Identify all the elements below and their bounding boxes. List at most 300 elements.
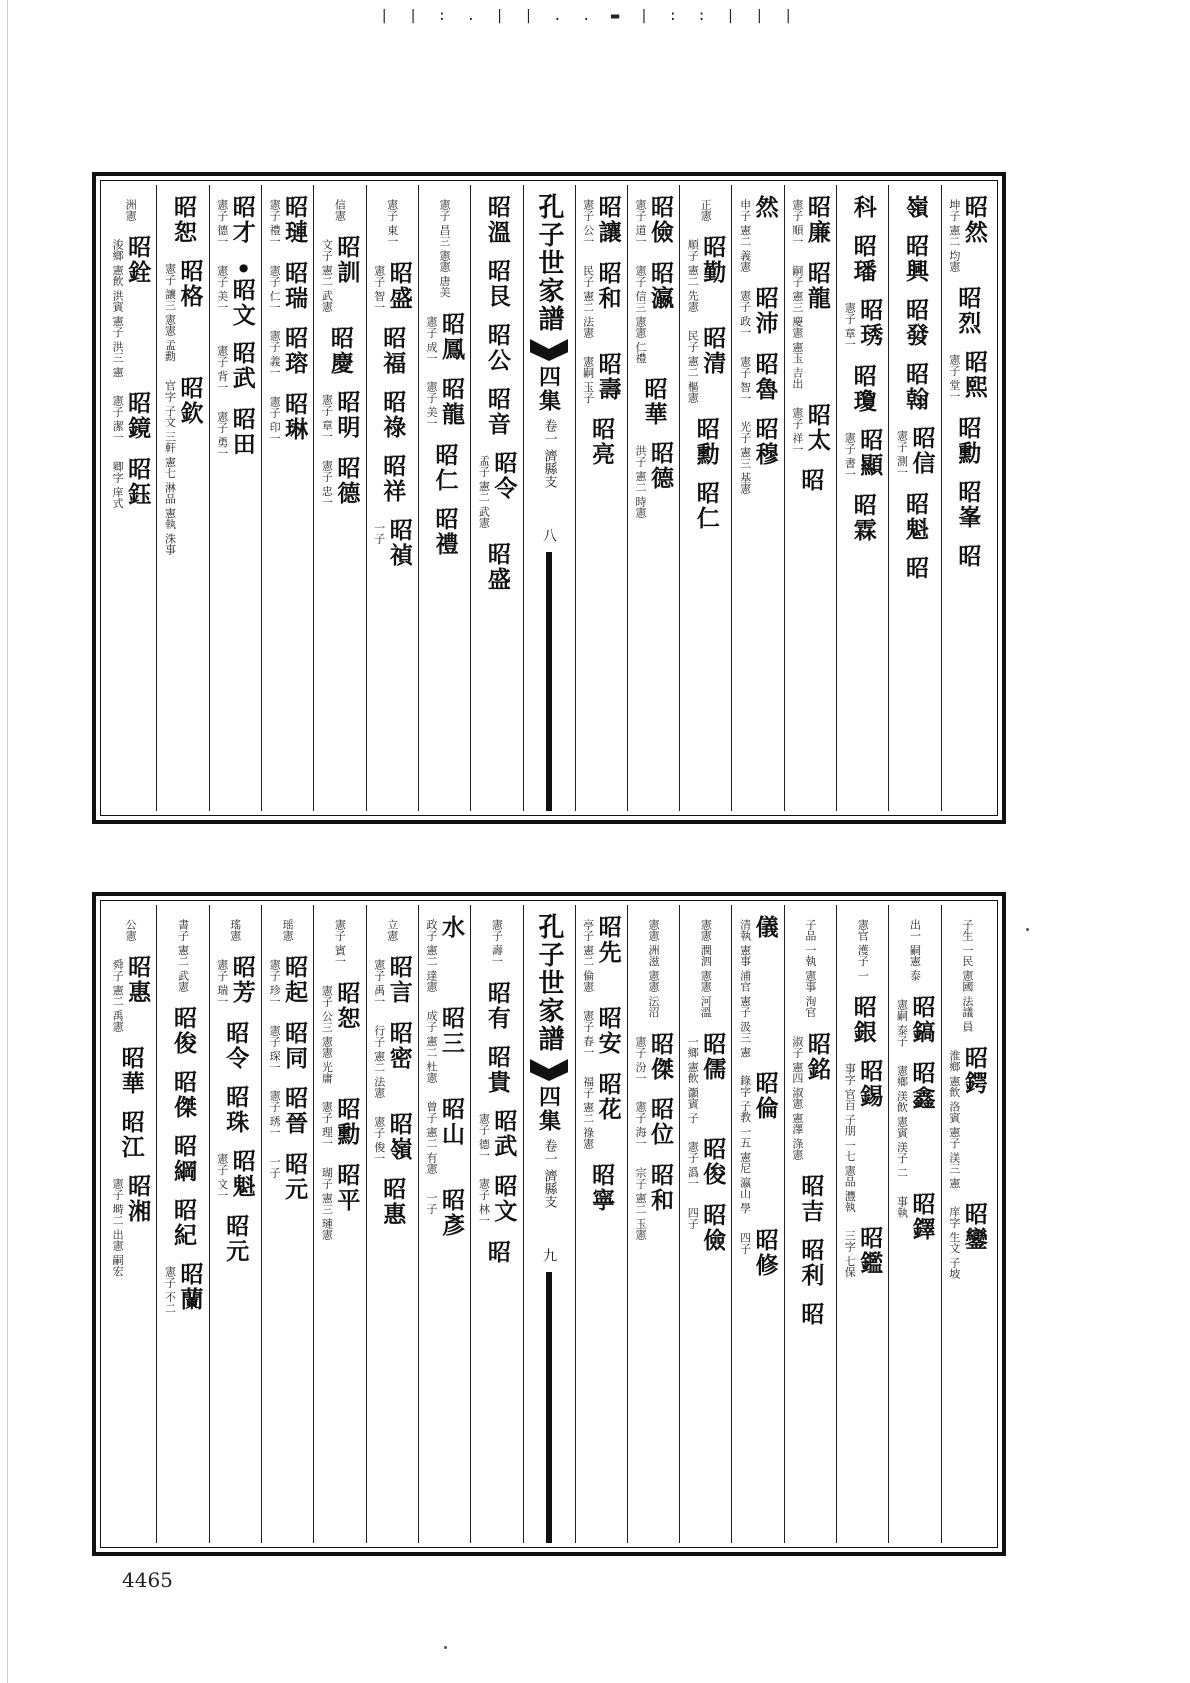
entry-annotation: 嗣子 憲三 慶憲 憲玉 吉出 [790,264,804,389]
header-scan-marks: | | : . | | . . ▬ | : : | | | [380,8,799,24]
entry [320,1097,359,1149]
entry [791,195,830,247]
entry [320,981,359,1084]
entry-name: 昭烈 [954,286,982,336]
entry-annotation: 官字 子文 三軒 憲七 淋品 憲執 洙事 [163,379,177,555]
entry-annotation: 瑚子 憲三 璉憲 [320,1166,334,1240]
entry-name: 昭 [902,555,930,581]
genealogy-column [784,185,836,811]
entry-annotation: 出一 嗣憲 泰 [908,919,922,981]
entry [176,915,189,992]
entry-name: 昭花 [594,1071,622,1122]
entry-name: 昭興 [902,234,930,284]
entry-annotation: 民子 憲二 樞憲 [686,330,700,403]
entry-name: 昭鳳 [438,311,466,362]
spine-bar [546,1272,552,1543]
entry-name: 昭彥 [438,1188,466,1238]
column-content [314,915,365,1254]
entry [379,326,405,376]
entry-name: 昭儉 [646,195,674,245]
entry-annotation: 憲子 汾一 [633,1035,647,1083]
entry-annotation: 憲子 道一 [633,199,647,247]
column-content [367,195,418,582]
genealogy-column [627,905,679,1543]
entry [268,326,307,378]
entry [948,1202,987,1279]
entry [686,1032,725,1124]
entry-name: 昭魁 [902,491,930,542]
chapter-label: 卷一 濟縣支 [541,1139,557,1209]
entry-name: 昭祿 [379,390,407,440]
entry-name: 昭寧 [588,1162,616,1213]
entry [948,350,987,402]
entry [425,377,464,429]
entry-name: 昭有 [483,980,511,1031]
column-content [785,195,836,507]
entry [693,417,719,467]
entry [425,1188,464,1238]
entry-name: 昭 [797,468,825,493]
entry [582,1006,621,1058]
entry-name: 昭和 [594,260,622,311]
column-content [732,915,783,1292]
entry [739,352,778,404]
entry-name: 昭然 [960,195,988,245]
entry-name: 昭顯 [856,427,884,478]
column-content [942,915,993,1293]
entry [843,1059,882,1212]
column-content [419,915,470,1252]
genealogy-column [156,185,208,811]
genealogy-column [679,185,731,811]
entry-name: 昭儉 [699,1202,727,1253]
entry-annotation: 憲子 海一 [633,1101,647,1149]
entry-name: 昭穆 [751,417,779,467]
entry [111,457,150,509]
book-title: 孔子世家譜 [534,913,564,1053]
entry [791,1032,830,1160]
entry-annotation: 宗子 憲二 玉憲 [633,1166,647,1240]
entry [477,451,516,528]
entry-annotation: 瑤憲 [228,919,242,941]
entry [902,492,928,542]
entry [686,1137,725,1189]
entry-annotation: 憲子 忠一 [320,459,334,507]
entry [373,518,412,568]
entry-name: 昭壽 [594,351,622,402]
entry-name: 昭惠 [124,955,152,1005]
entry-name: 昭芳 [228,955,256,1005]
entry-annotation: 憲子 公三 憲憲 光庸 [320,984,334,1083]
entry-name: 昭武 [228,341,256,392]
genealogy-column [888,905,940,1543]
column-content [157,915,208,1328]
entry-annotation: 信憲 [333,199,347,221]
entry [634,261,673,364]
entry-name: 昭龍 [803,260,831,311]
entry [843,1226,882,1278]
entry-name: 昭福 [379,326,407,376]
entry [739,195,778,272]
entry [902,556,928,581]
genealogy-column [418,905,470,1543]
entry-name: 昭鏡 [124,391,152,442]
scan-edge-line [7,0,8,1683]
entry-annotation: 憲子 政一 [738,290,752,338]
entry-annotation: 憲子 仁一 [268,264,282,312]
entry-annotation: 憲憲 洲滋 憲憲 沄沼 [646,919,660,1018]
entry [268,261,307,313]
entry-annotation: 子品 一執 憲事 洵官 [803,919,817,1018]
entry-annotation: 憲子 智一 [372,264,386,312]
entry-name: 昭錫 [856,1059,884,1109]
genealogy-column [888,185,940,811]
entry-name: 昭琇 [856,298,884,348]
entry [739,1071,778,1213]
genealogy-column [627,185,679,811]
entry [484,1045,510,1095]
entry [686,326,725,403]
entry-name: 昭恕 [333,980,361,1031]
genealogy-panel-bottom [92,892,1006,1556]
entry [484,1240,510,1265]
page-number: 4465 [122,1568,173,1592]
entry-name: 昭貴 [483,1044,511,1095]
entry-annotation: 庠字 生文 子坡 [947,1206,961,1280]
entry-annotation: 光子 憲三 基憲 [738,421,752,494]
genealogy-column [575,185,627,811]
entry [797,1238,823,1288]
entry [170,1070,196,1120]
entry-name: 昭信 [908,426,936,476]
genealogy-column [731,905,783,1543]
entry-annotation: 民子 憲二 法憲 [581,264,595,338]
chapter-label: 卷一 濟縣支 [541,419,557,489]
entry [850,364,876,414]
entry-annotation: 淮鄉 憲飲 洛賓 憲子 渼三 憲 [947,1050,961,1189]
entry-annotation: 憲子 塒二 出憲 嗣宏 [111,1178,125,1277]
entry-name: 昭傑 [169,1070,197,1120]
entry-name: 昭慶 [326,326,354,376]
entry [484,387,510,437]
entry [739,417,778,494]
entry [170,1198,196,1248]
entry [484,259,510,309]
entry-annotation: 憲嗣 玉子 [581,355,595,403]
entry-name: 昭武 [490,1108,518,1159]
entry-annotation: 四子 [738,1231,752,1254]
entry-annotation: 順子 憲二 先憲 [686,239,700,312]
entry-name: 昭明 [333,390,361,440]
genealogy-column [679,905,731,1543]
entry-annotation: 一子 [425,1192,439,1214]
entry [268,392,307,444]
entry-name: 嶺 [902,195,930,220]
entry [373,261,412,313]
entry-name: 昭令 [490,451,518,501]
column-content [628,195,679,532]
genealogy-column [209,185,261,811]
entry-name: 昭才 [228,195,256,245]
entry-name: 水 [438,915,466,940]
entry [693,481,719,531]
genealogy-panel-top [92,172,1006,824]
column-content [785,915,836,1341]
entry-name: 昭紀 [169,1198,197,1248]
spine-bar [546,552,552,811]
entry [111,955,150,1032]
entry-name: 昭亮 [588,417,616,467]
entry-name: 昭琳 [281,391,309,442]
entry-annotation: 清執 憲事 浦官 憲子 汲三 憲 [738,919,752,1058]
entry-name: 昭 [797,1301,825,1327]
entry [170,1134,196,1184]
entry-annotation: 卿字 庠式 [111,460,125,509]
entry-annotation: 憲子 珍一 [268,959,282,1007]
fish-tail-mark [530,1059,568,1081]
entry-annotation: 憲子 信三 憲憲 仁禮 [633,264,647,363]
entry-name: 昭鑑 [856,1226,884,1277]
entry-annotation: 憲子 堂一 [947,354,961,402]
entry [896,426,935,478]
entry-annotation: 福子 憲二 祿憲 [581,1075,595,1149]
entry-annotation: 憲子 祥一 [790,406,804,454]
entry-name: 昭平 [333,1162,361,1213]
column-grid-bottom [105,905,993,1543]
entry [954,416,980,466]
entry-name: 昭勳 [692,417,720,467]
entry [948,195,987,272]
entry-name: 昭讓 [594,195,622,245]
entry-annotation: 曾子 憲二 有憲 [425,1101,439,1174]
entry-name: 昭盛 [483,542,511,592]
entry-annotation: 申子 憲二 義憲 [738,199,752,272]
entry-annotation: 浚鄉 憲飲 洪賓 憲子 洪三 憲 [111,239,125,378]
entry-name: 昭仁 [692,481,720,531]
genealogy-column [105,185,156,811]
column-content [942,195,993,583]
column-content [262,195,313,457]
entry-annotation: 憲子 章一 [320,394,334,442]
entry [432,443,458,493]
entry-annotation: 憲子 潙一 [686,1141,700,1189]
entry-name: 昭峯 [954,479,982,530]
column-content [105,195,156,522]
entry [320,390,359,442]
entry [438,195,451,298]
entry [640,377,666,427]
entry [902,362,928,412]
entry [739,286,778,338]
center-spine [523,905,575,1543]
entry [163,376,202,555]
entry [850,195,876,220]
entry-annotation: 事字 官百 子朋 一七 憲品 灃執 [843,1063,857,1213]
entry-annotation: 憲子 美一 [425,381,439,429]
entry-name: 昭德 [646,441,674,491]
entry-name: 昭熙 [960,350,988,400]
entry-name: 昭禎 [385,518,413,568]
entry [425,1097,464,1174]
entry [484,323,510,373]
genealogy-column [105,905,156,1543]
entry [490,915,503,967]
entry [163,1262,202,1314]
entry [268,1086,307,1138]
entry-name: 昭言 [385,955,413,1005]
entry [948,1046,987,1188]
entry-name: 昭蘭 [176,1262,204,1312]
entry [843,428,882,480]
entry [170,195,196,245]
entry-name: •昭文 [228,260,256,328]
entry [484,981,510,1031]
entry-annotation: 憲子 背一 [215,345,229,393]
entry-annotation: 書子 憲二 武憲 [176,919,190,992]
entry-annotation: 行子 憲二 法憲 [372,1024,386,1098]
entry [804,915,817,1018]
column-content [889,915,940,1256]
entry [902,195,928,220]
entry-annotation: 子生 一民 憲國 法議 員 [960,919,974,1032]
entry-annotation: 憲子 壽一 [490,919,504,967]
entry [216,955,255,1007]
entry-annotation: 一鄉 憲飲 灝賓 子 [686,1035,700,1123]
entry-name: 昭華 [640,377,668,427]
entry-name: 昭珠 [222,1084,250,1135]
genealogy-column [836,905,888,1543]
entry [216,195,255,247]
entry-annotation: 憲子 春一 [581,1010,595,1058]
entry [896,1061,935,1178]
entry-name: 昭儒 [699,1031,727,1082]
entry [588,417,614,467]
entry-annotation: 公憲 [124,919,138,941]
entry-annotation: 憲子 瑞一 [215,959,229,1007]
entry-annotation: 三字 七保 [843,1230,857,1278]
entry-annotation: 舜子 憲二 禹憲 [111,959,125,1032]
genealogy-column [209,905,261,1543]
entry-annotation: 憲子 印一 [268,395,282,443]
volume-label: 四集 [535,365,562,413]
entry-name: 昭華 [117,1046,145,1096]
entry [791,261,830,389]
entry-annotation: 文子 憲二 武憲 [320,239,334,312]
entry-annotation: 憲子 德一 [477,1112,491,1160]
entry-name: 昭三 [438,1006,466,1056]
column-content [680,195,731,545]
entry-name: 昭艮 [483,259,511,309]
entry [379,390,405,440]
entry-name: 昭璠 [849,234,877,284]
entry [850,493,876,543]
entry [954,480,980,530]
book-title: 孔子世家譜 [534,193,564,333]
genealogy-column [470,905,522,1543]
genealogy-column [366,185,418,811]
column-content [471,915,522,1279]
entry-name: 科 [849,195,877,220]
entry [170,1006,196,1056]
entry [902,234,928,284]
entry-name: 昭傑 [646,1031,674,1082]
entry-annotation: 洪子 憲二 時憲 [633,445,647,518]
entry [425,915,464,992]
entry-name: 昭位 [646,1097,674,1147]
entry [432,507,458,557]
entry [268,955,307,1007]
entry [216,261,255,328]
entry-annotation: 憲子 琇一 [268,1090,282,1138]
entry [216,407,255,459]
entry [699,195,712,221]
entry-name: 昭勳 [954,415,982,466]
entry [124,195,137,221]
entry-name: 昭瓊 [849,363,877,414]
entry [686,1203,725,1253]
entry-annotation: 錄字 子教 一五 憲尼 瀛山 學 [738,1075,752,1214]
genealogy-column [731,185,783,811]
entry [320,456,359,508]
entry [379,1177,405,1227]
column-content [419,195,470,571]
entry [909,915,922,981]
entry [850,234,876,284]
entry-name: 昭仁 [431,442,459,493]
entry-annotation: 政子 憲二 達憲 [425,919,439,992]
entry-name: 昭鎬 [908,995,936,1045]
entry-name: 昭鐸 [908,1191,936,1242]
entry-name: 昭瑞 [281,260,309,311]
entry [386,915,399,941]
genealogy-column [261,185,313,811]
entry [856,915,869,981]
entry-annotation: 憲子 不二 [163,1266,177,1314]
entry-name: 昭德 [333,455,361,506]
entry-name: 昭欽 [176,375,204,426]
entry [739,915,778,1057]
entry-name: 昭吉 [797,1173,825,1224]
entry-name: 昭鑾 [960,1202,988,1253]
center-spine [523,185,575,811]
entry [843,298,882,350]
entry [216,341,255,393]
scan-speck [1026,928,1029,931]
entry [582,1072,621,1149]
entry-name: 昭恕 [169,195,197,245]
entry-annotation: 憲子 俊一 [372,1115,386,1163]
column-content [471,195,522,606]
entry [425,312,464,364]
entry-name: 昭修 [751,1227,779,1278]
entry [647,915,660,1018]
entry-name: 昭山 [438,1097,466,1147]
entry-name: 昭魯 [751,351,779,402]
entry-name: 昭晉 [281,1086,309,1136]
entry-name: 昭安 [594,1006,622,1056]
entry-annotation: 憲子 章一 [843,302,857,350]
entry-name: 昭起 [281,955,309,1005]
entry-name: 昭 [483,1239,511,1265]
entry-annotation: 憲子 順一 [790,199,804,247]
entry-annotation: 瑶憲 [281,919,295,941]
entry-name: 昭太 [803,402,831,453]
entry [163,259,202,362]
entry-name: 昭令 [222,1020,250,1071]
entry-annotation: 憲子 東一 [385,199,399,247]
entry-annotation: 憲子 潔一 [111,395,125,443]
entry-name: 昭元 [281,1151,309,1202]
